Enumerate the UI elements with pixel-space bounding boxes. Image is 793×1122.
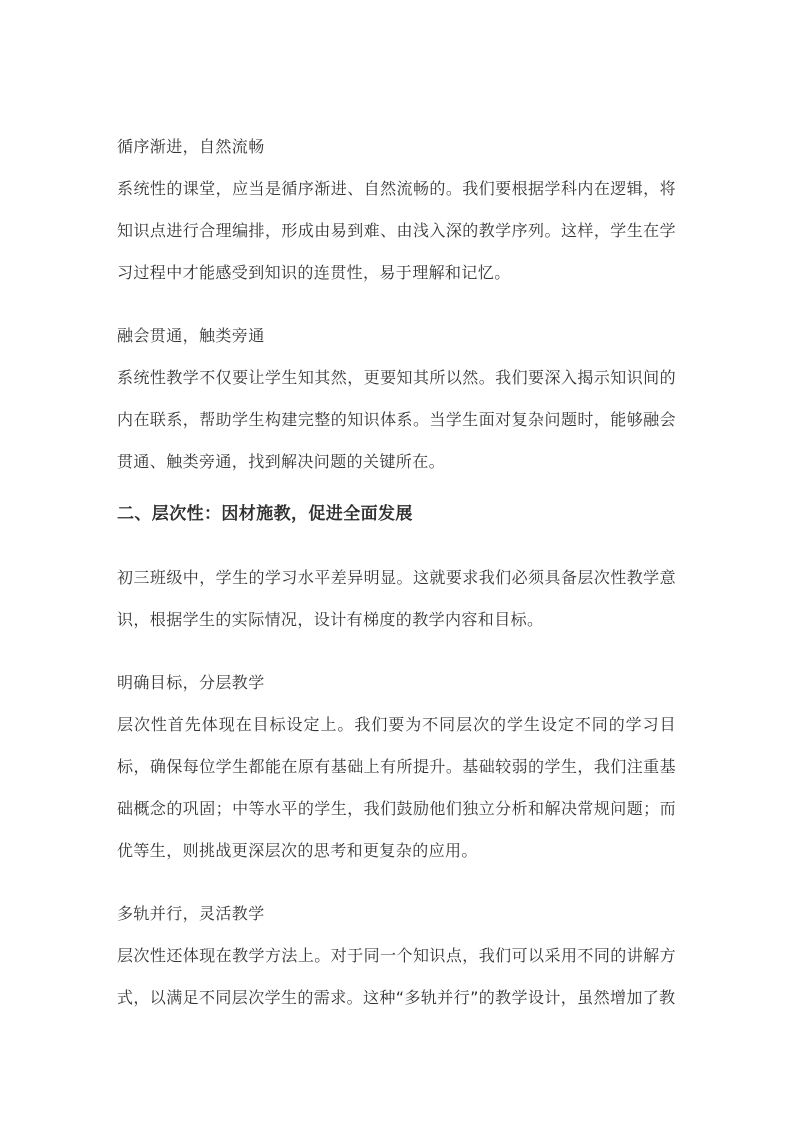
subheading-clear-goals-layered-teaching: 明确目标，分层教学 bbox=[117, 673, 265, 692]
paragraph-systematic-classroom: 系统性的课堂，应当是循序渐进、自然流畅的。我们要根据学科内在逻辑，将知识点进行合理编排，形成由易到难、由浅入深的教学序列。这样，学生在学习过程中才能感受到知识的连贯性，易于理解和记忆。 bbox=[117, 179, 676, 282]
paragraph-grade9-class-levels: 初三班级中，学生的学习水平差异明显。这就要求我们必须具备层次性教学意识，根据学生的实际情况，设计有梯度的教学内容和目标。 bbox=[117, 568, 676, 629]
subheading-multi-track-flexible-teaching: 多轨并行，灵活教学 bbox=[117, 904, 265, 923]
subheading-gradual-progression: 循序渐进，自然流畅 bbox=[117, 137, 265, 156]
section-heading-tiered-teaching: 二、层次性：因材施教，促进全面发展 bbox=[117, 504, 413, 524]
paragraph-multi-track-methods: 层次性还体现在教学方法上。对于同一个知识点，我们可以采用不同的讲解方式，以满足不同层次学生的需求。这种“多轨并行”的教学设计，虽然增加了教 bbox=[117, 946, 676, 1007]
paragraph-systematic-teaching: 系统性教学不仅要让学生知其然，更要知其所以然。我们要深入揭示知识间的内在联系，帮助学生构建完整的知识体系。当学生面对复杂问题时，能够融会贯通、触类旁通，找到解决问题的关键所在。 bbox=[117, 368, 676, 471]
paragraph-goal-setting-by-level: 层次性首先体现在目标设定上。我们要为不同层次的学生设定不同的学习目标，确保每位学生都能在原有基础上有所提升。基础较弱的学生，我们注重基础概念的巩固；中等水平的学生，我们鼓励他们独立分析和解决常规问题；而优等生，则挑战更深层次的思考和更复杂的应用。 bbox=[117, 715, 676, 860]
subheading-integrate-knowledge: 融会贯通，触类旁通 bbox=[117, 326, 265, 345]
